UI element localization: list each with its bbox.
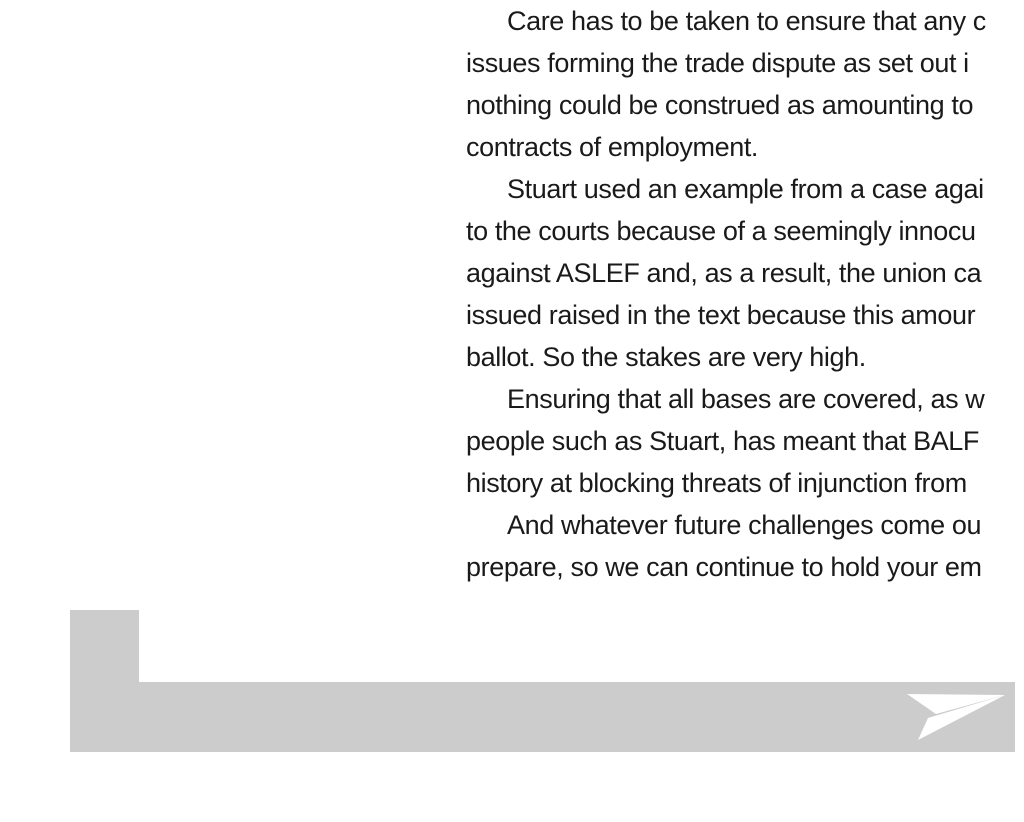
paragraph-4-line-2: prepare, so we can continue to hold your em <box>466 552 982 582</box>
paragraph-2-line-1: Stuart used an example from a case agai <box>507 174 984 204</box>
paragraph-1-line-2: issues forming the trade dispute as set out i <box>466 48 969 78</box>
paragraph-3-line-2: people such as Stuart, has meant that BALF <box>466 426 980 456</box>
paragraph-3-line-3: history at blocking threats of injunction from <box>466 468 967 498</box>
paragraph-2-line-5: ballot. So the stakes are very high. <box>466 342 866 372</box>
paragraph-1-line-1: Care has to be taken to ensure that any c <box>507 6 986 36</box>
paragraph-2-line-3: against ASLEF and, as a result, the union ca <box>466 258 982 288</box>
paragraph-2-line-2: to the courts because of a seemingly innocu <box>466 216 976 246</box>
paragraph-1-line-4: contracts of employment. <box>466 132 759 162</box>
footer-band <box>70 610 1015 752</box>
paragraph-4-line-1: And whatever future challenges come ou <box>507 510 982 540</box>
paragraph-2-line-4: issued raised in the text because this amour <box>466 300 976 330</box>
article-body <box>466 0 1024 590</box>
paragraph-1-line-3: nothing could be construed as amounting to <box>466 90 974 120</box>
footer-band-shape <box>70 610 1015 752</box>
paragraph-3-line-1: Ensuring that all bases are covered, as w <box>507 384 985 414</box>
